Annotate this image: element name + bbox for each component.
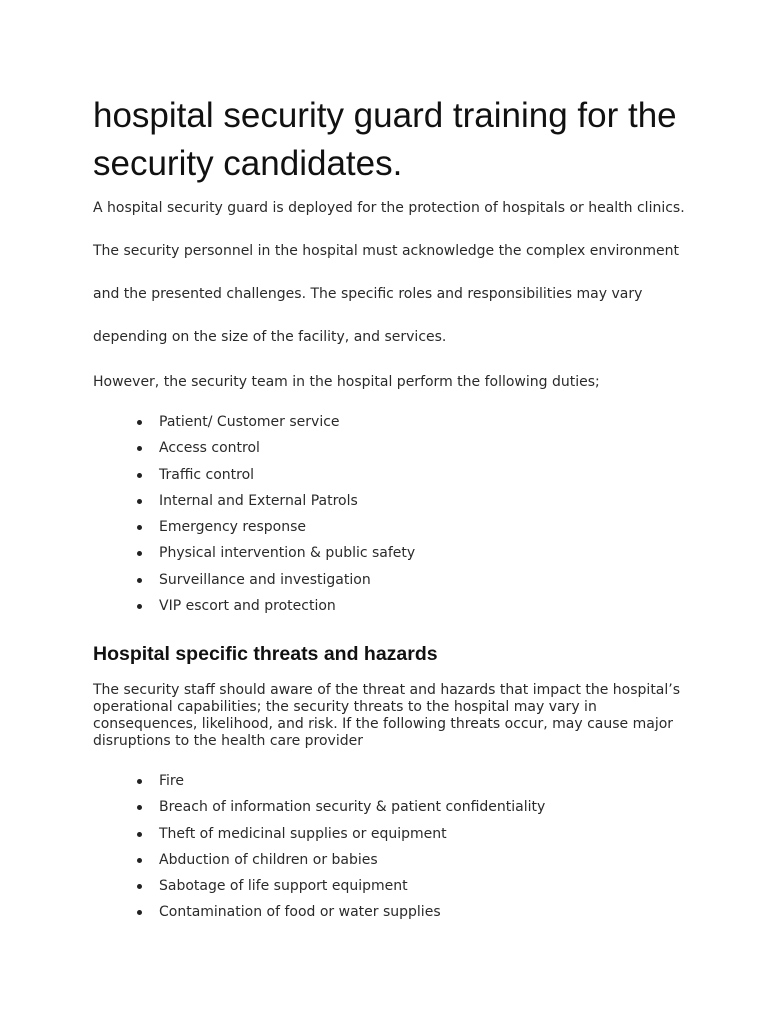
list-item-text: Patient/ Customer service — [159, 414, 340, 430]
bullet-icon — [137, 551, 142, 556]
list-item — [93, 873, 693, 899]
bullet-icon — [137, 446, 142, 451]
list-item-text: Contamination of food or water supplies — [159, 904, 441, 921]
bullet-icon — [137, 884, 142, 889]
list-item — [93, 488, 693, 514]
list-item — [93, 899, 693, 925]
intro-paragraph: A hospital security guard is deployed for the protection of hospitals or health clinics. The security personnel in the hospital must acknowledge the complex environment and the presented challenges. The specific roles and responsibilities may vary depending on the size of the facility, and services. — [93, 200, 685, 345]
bullet-icon — [137, 604, 142, 609]
list-item-text: Breach of information security & patient confidentiality — [159, 799, 546, 816]
list-item — [93, 567, 693, 593]
bullet-icon — [137, 499, 142, 504]
list-item-text: Physical intervention & public safety — [159, 545, 416, 562]
list-item — [93, 821, 693, 847]
page-title: hospital security guard training for the security candidates. — [93, 96, 677, 183]
bullet-icon — [137, 832, 142, 837]
list-item — [93, 514, 693, 540]
list-item — [93, 435, 693, 461]
list-item-text: Theft of medicinal supplies or equipment — [159, 825, 447, 842]
list-item — [93, 794, 693, 820]
bullet-icon — [137, 525, 142, 530]
bullet-icon — [137, 805, 142, 810]
threats-heading: Hospital specific threats and hazards — [93, 643, 438, 665]
bullet-icon — [137, 779, 142, 784]
list-item-text: Traffic control — [159, 466, 255, 483]
bullet-icon — [137, 910, 142, 915]
list-item — [93, 462, 693, 488]
list-item — [93, 540, 693, 566]
list-item — [93, 593, 693, 619]
list-item — [93, 768, 693, 794]
bullet-icon — [137, 578, 142, 583]
list-item-text: Fire — [159, 773, 184, 789]
list-item-text: Abduction of children or babies — [159, 851, 378, 868]
list-item — [93, 409, 693, 435]
bullet-icon — [137, 420, 142, 425]
bullet-icon — [137, 473, 142, 478]
duties-list — [93, 409, 693, 619]
list-item-text: Surveillance and investigation — [159, 571, 371, 588]
list-item-text: Access control — [159, 440, 260, 457]
threats-paragraph: The security staff should aware of the threat and hazards that impact the hospital’s operational capabilities; the security threats to the hospital may vary in consequences, likelihood, and risk. If the following threats occur, may cause major disruptions to the health care provider — [93, 682, 681, 749]
list-item-text: Emergency response — [159, 519, 306, 536]
list-item — [93, 847, 693, 873]
threats-list — [93, 768, 693, 926]
bullet-icon — [137, 858, 142, 863]
list-item-text: Internal and External Patrols — [159, 492, 358, 509]
list-item-text: VIP escort and protection — [159, 598, 336, 615]
list-item-text: Sabotage of life support equipment — [159, 878, 408, 895]
duties-lead-paragraph: However, the security team in the hospital perform the following duties; — [93, 374, 600, 390]
